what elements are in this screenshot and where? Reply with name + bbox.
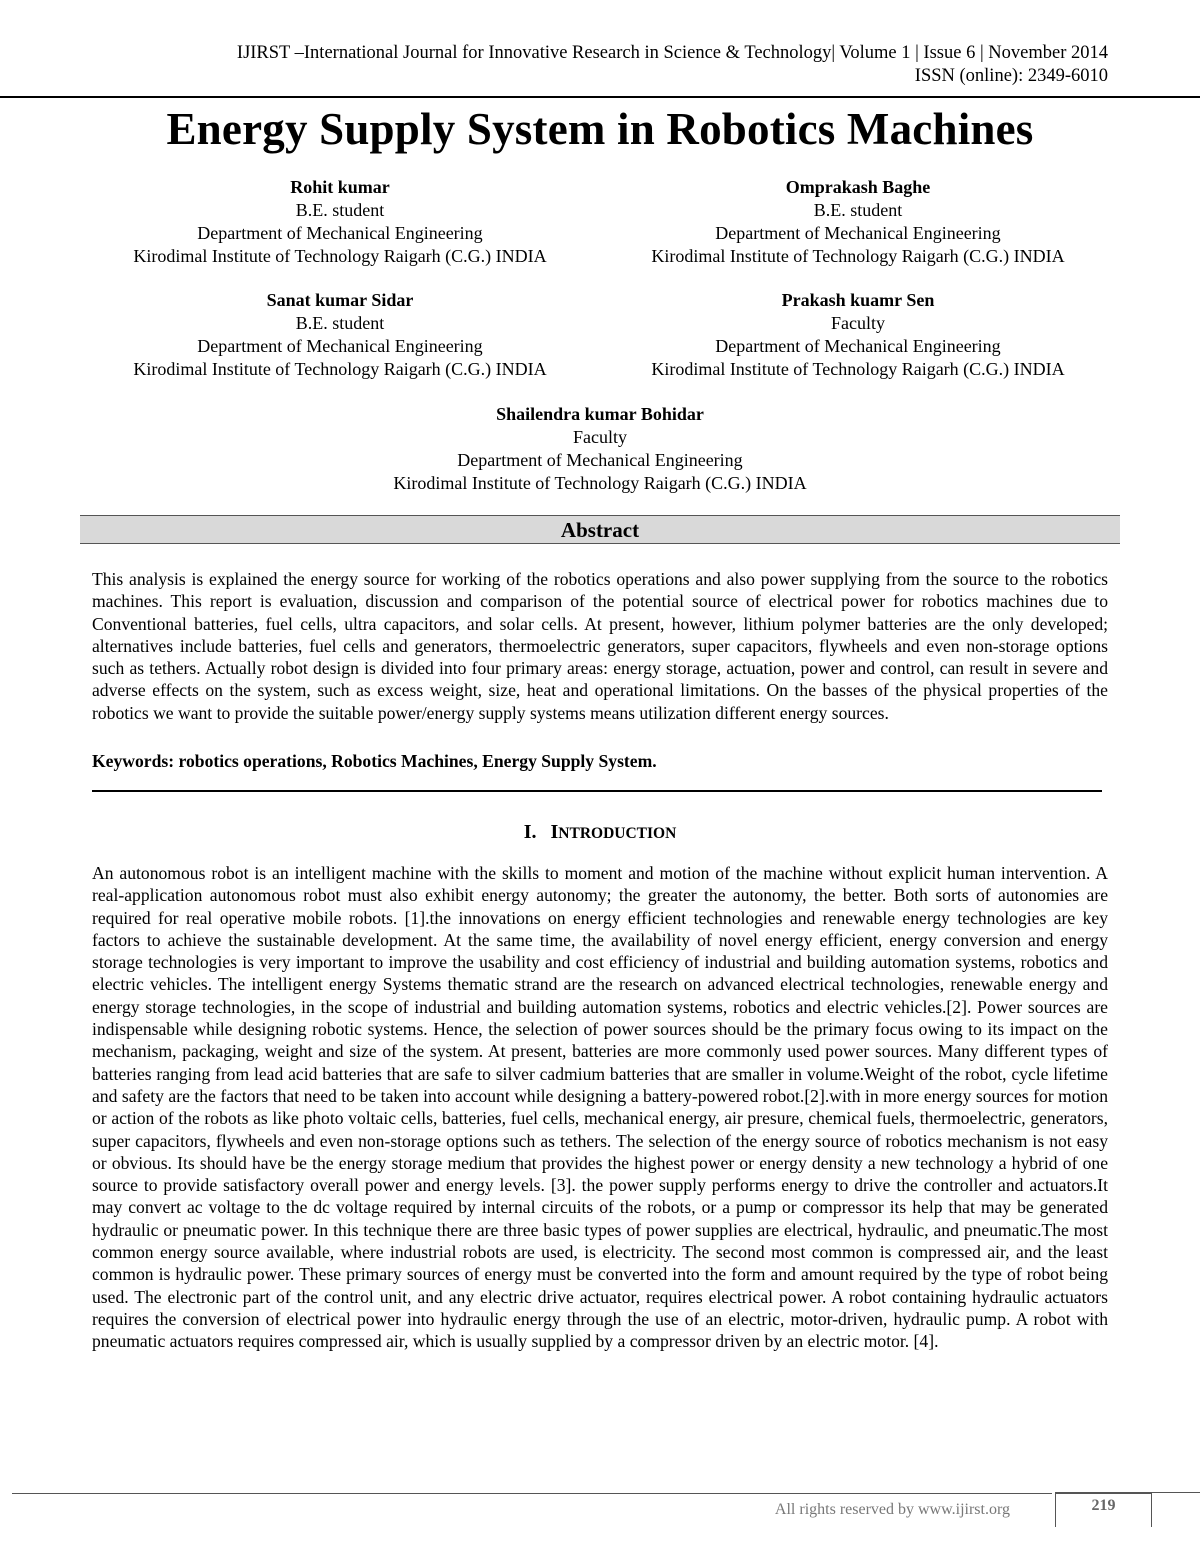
author-institution: Kirodimal Institute of Technology Raigarh (C.G.) INDIA xyxy=(651,359,1065,379)
author-role: B.E. student xyxy=(295,313,385,333)
abstract-heading: Abstract xyxy=(80,515,1120,544)
page-number-rule xyxy=(1152,1492,1200,1493)
keywords: Keywords: robotics operations, Robotics Machines, Energy Supply System. xyxy=(92,751,657,771)
author-name: Rohit kumar xyxy=(290,177,390,197)
author-institution: Kirodimal Institute of Technology Raigarh (C.G.) INDIA xyxy=(133,359,547,379)
author-department: Department of Mechanical Engineering xyxy=(457,450,743,470)
header-rule xyxy=(0,96,1200,98)
section-number: I. xyxy=(523,821,537,843)
footer-rights: All rights reserved by www.ijirst.org xyxy=(774,1501,1010,1518)
page-number: 219 xyxy=(1091,1497,1116,1514)
author-block xyxy=(80,289,600,381)
author-role: Faculty xyxy=(573,427,627,447)
author-name: Sanat kumar Sidar xyxy=(266,290,414,310)
introduction-text: An autonomous robot is an intelligent machine with the skills to moment and motion of the machine without explicit human intervention. A real-application autonomous robot must also exhibit energy autonomy; the greater the autonomy, the better. Both sorts of autonomies are required for real operative mobile robots. [1].the innovations on energy efficient technologies and renewable energy technologies are key factors to achieve the sustainable development. At the same time, the availability of novel energy efficient, energy conversion and energy storage technologies is very important to improve the usability and cost efficiency of industrial and building automation systems, robotics and electric vehicles. The intelligent energy Systems thematic strand are the research on advanced electrical technologies, renewable energy and energy storage technologies, in the scope of industrial and building automation systems, robotics and electric vehicles.[2]. Power sources are indispensable while designing robotic systems. Hence, the selection of power sources should be the primary focus owing to its impact on the mechanism, packaging, weight and size of the system. At present, batteries are more commonly used power sources. Many different types of batteries ranging from lead acid batteries that are safe to silver cadmium batteries that are smaller in volume.Weight of the robot, cycle lifetime and safety are the factors that need to be taken into account while designing a battery-powered robot.[2].with in more energy sources for motion or action of the robots as like photo voltaic cells, batteries, fuel cells, mechanical energy, air presure, chemical fuels, thermoelectric, generators, super capacitors, flywheels and even non-storage options such as tethers. The selection of the energy source of robotics mechanism is not easy or obvious. Its should have be the energy storage medium that provides the highest power or energy density a new technology a hybrid of one source to provide satisfactory overall power and energy levels. [3]. the power supply performs energy to drive the controller and actuators.It may convert ac voltage to the dc voltage required by internal circuits of the robots, or a pump or compressor its help that may be generated hydraulic or pneumatic power. In this technique there are three basic types of power supplies are electrical, hydraulic, and pneumatic.The most common energy source available, where industrial robots are used, is electricity. The second most common is compressed air, and the least common is hydraulic power. These primary sources of energy must be converted into the form and amount required by the type of robot being used. The electronic part of the control unit, and any electric drive actuator, requires electrical power. A robot containing hydraulic actuators requires the conversion of electrical power into hydraulic energy through the use of an electric, motor-driven, hydraulic pump. A robot with pneumatic actuators requires compressed air, which is usually supplied by a compressor driven by an electric motor. [4]. xyxy=(92,863,1108,1352)
author-role: B.E. student xyxy=(813,200,903,220)
author-department: Department of Mechanical Engineering xyxy=(197,223,483,243)
author-block xyxy=(598,289,1118,381)
footer-rule xyxy=(12,1493,1052,1494)
paper-title: Energy Supply System in Robotics Machines xyxy=(166,104,1034,154)
author-institution: Kirodimal Institute of Technology Raigarh (C.G.) INDIA xyxy=(651,246,1065,266)
author-institution: Kirodimal Institute of Technology Raigarh (C.G.) INDIA xyxy=(393,473,807,493)
author-department: Department of Mechanical Engineering xyxy=(715,336,1001,356)
issn: ISSN (online): 2349-6010 xyxy=(914,66,1108,86)
journal-header xyxy=(237,42,1108,88)
author-role: B.E. student xyxy=(295,200,385,220)
author-block xyxy=(340,403,860,495)
author-department: Department of Mechanical Engineering xyxy=(197,336,483,356)
author-name: Shailendra kumar Bohidar xyxy=(496,404,704,424)
author-block xyxy=(80,176,600,268)
author-name: Prakash kuamr Sen xyxy=(781,290,935,310)
journal-citation: IJIRST –International Journal for Innovative Research in Science & Technology| Volume 1 | Issue 6 | November 2014 xyxy=(236,43,1108,63)
section-heading xyxy=(0,820,1200,846)
section-divider xyxy=(92,790,1102,792)
author-block xyxy=(598,176,1118,268)
author-department: Department of Mechanical Engineering xyxy=(715,223,1001,243)
author-name: Omprakash Baghe xyxy=(785,177,931,197)
section-title-rest: NTRODUCTION xyxy=(558,825,677,842)
author-institution: Kirodimal Institute of Technology Raigarh (C.G.) INDIA xyxy=(133,246,547,266)
abstract-text: This analysis is explained the energy source for working of the robotics operations and also power supplying from the source to the robotics machines. This report is evaluation, discussion and comparison of the potential source of electrical power for robotics machines due to Conventional batteries, fuel cells, ultra capacitors, and solar cells. At present, however, lithium polymer batteries are the only developed; alternatives include batteries, fuel cells and generators, thermoelectric generators, super capacitors, flywheels and even non-storage options such as tethers. Actually robot design is divided into four primary areas: energy storage, actuation, power and control, can result in severe and adverse effects on the system, such as excess weight, size, heat and operational limitations. On the basses of the physical properties of the robotics we want to provide the suitable power/energy supply systems means utilization different energy sources. xyxy=(92,569,1108,723)
author-role: Faculty xyxy=(831,313,885,333)
section-title-initial: I xyxy=(550,821,559,843)
